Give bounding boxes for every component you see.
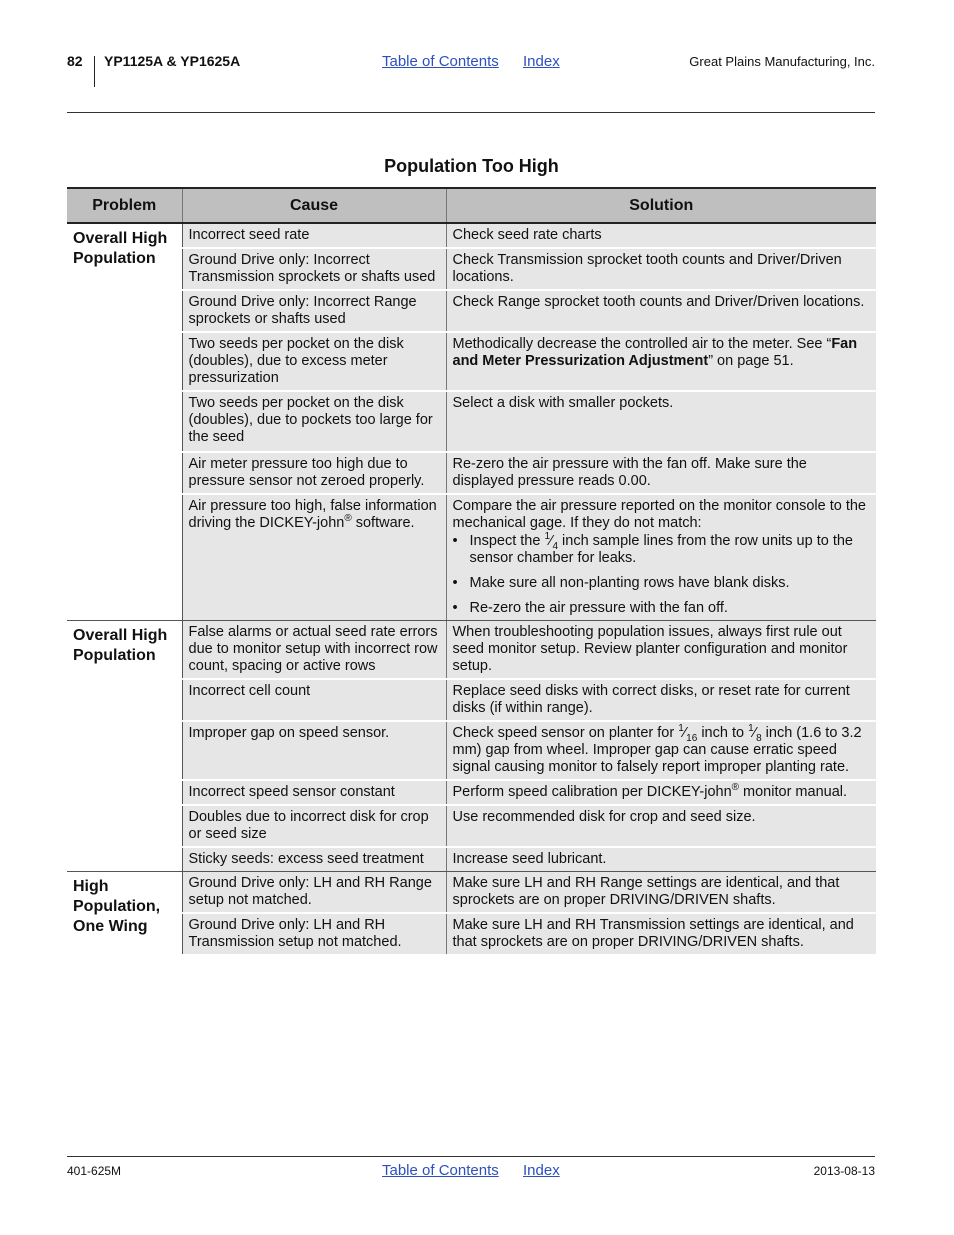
solution-cell [446, 494, 876, 621]
registered-mark: ® [731, 782, 740, 794]
table-row [67, 721, 876, 780]
registered-mark: ® [344, 513, 352, 525]
document-number: 401-625M [67, 1164, 122, 1178]
footer-index-link[interactable]: Index [523, 1162, 560, 1179]
solution-cell [446, 721, 876, 780]
index-link[interactable]: Index [523, 53, 560, 70]
section-title: Population Too High [384, 156, 559, 176]
table-row [67, 679, 876, 721]
solution-cell: When troubleshooting population issues, always first rule out seed monitor setup. Review planter configuration and monitor setup. [446, 621, 876, 680]
cause-text: software. [351, 515, 415, 531]
solution-text: Perform speed calibration per DICKEY-john [452, 784, 732, 800]
fraction-denominator: 8 [756, 732, 762, 744]
list-item: • Re-zero the air pressure with the fan off. [453, 600, 871, 617]
section-reference: Fan and Meter Pressurization Adjustment [452, 336, 858, 369]
solution-cell: Make sure LH and RH Transmission settings are identical, and that sprockets are on proper DRIVING/DRIVEN shafts. [446, 913, 876, 955]
cause-cell: Incorrect cell count [182, 679, 446, 721]
company-name: Great Plains Manufacturing, Inc. [689, 54, 875, 69]
table-row [67, 452, 876, 494]
bullet-text: inch sample lines from the row units up to the sensor chamber for leaks. [469, 533, 853, 566]
bullet-text: Inspect the [469, 533, 545, 549]
column-header-cause: Cause [182, 188, 446, 223]
column-header-problem: Problem [67, 188, 182, 223]
fraction-denominator: 16 [686, 732, 698, 744]
problem-cell: Overall High Population [67, 621, 182, 872]
fraction-numerator: 1 [544, 531, 551, 543]
fraction: $^1⁄_{16}$ [678, 723, 698, 744]
fraction: $^1⁄_4$ [544, 531, 559, 552]
header-rule [67, 112, 875, 113]
cause-cell: Improper gap on speed sensor. [182, 721, 446, 780]
solution-cell [446, 780, 876, 805]
bullet-list [453, 533, 871, 617]
cause-text: Air pressure too high, false information driving the DICKEY-john [188, 498, 437, 531]
cause-cell: Incorrect speed sensor constant [182, 780, 446, 805]
toc-link[interactable]: Table of Contents [382, 53, 499, 70]
fraction: $^1⁄_8$ [748, 723, 762, 744]
solution-text: monitor manual. [739, 784, 848, 800]
problem-cell: Overall High Population [67, 223, 182, 621]
solution-text: ” on page 51. [708, 353, 794, 369]
table-row [67, 494, 876, 621]
cause-cell [182, 494, 446, 621]
table-row [67, 248, 876, 290]
cause-cell: Ground Drive only: LH and RH Transmission setup not matched. [182, 913, 446, 955]
table-row [67, 223, 876, 248]
table-row [67, 290, 876, 332]
model-title: YP1125A & YP1625A [104, 53, 241, 69]
table-row [67, 391, 876, 452]
fraction-denominator: 4 [552, 540, 559, 552]
solution-cell: Use recommended disk for crop and seed size. [446, 805, 876, 847]
table-row [67, 913, 876, 955]
list-item [453, 533, 871, 567]
troubleshooting-table [67, 187, 876, 956]
cause-cell: Ground Drive only: LH and RH Range setup not matched. [182, 872, 446, 914]
cause-cell: Sticky seeds: excess seed treatment [182, 847, 446, 872]
footer-toc-link[interactable]: Table of Contents [382, 1162, 499, 1179]
page-header [0, 0, 954, 112]
table-row [67, 805, 876, 847]
table-row [67, 332, 876, 391]
list-item: • Make sure all non-planting rows have blank disks. [453, 575, 871, 592]
cause-cell: Doubles due to incorrect disk for crop or seed size [182, 805, 446, 847]
footer-rule [67, 1156, 875, 1157]
header-divider [94, 56, 95, 87]
solution-cell: Replace seed disks with correct disks, or reset rate for current disks (if within range). [446, 679, 876, 721]
page-number: 82 [67, 53, 83, 69]
solution-cell: Check Range sprocket tooth counts and Driver/Driven locations. [446, 290, 876, 332]
solution-cell: Re-zero the air pressure with the fan off. Make sure the displayed pressure reads 0.00. [446, 452, 876, 494]
fraction-numerator: 1 [748, 723, 754, 735]
solution-cell: Make sure LH and RH Range settings are identical, and that sprockets are on proper DRIVING/DRIVEN shafts. [446, 872, 876, 914]
solution-cell: Select a disk with smaller pockets. [446, 391, 876, 452]
solution-text: inch (1.6 to 3.2 mm) gap from wheel. Improper gap can cause erratic speed signal causing monitor to falsely report improper planting rate. [452, 725, 862, 775]
solution-cell [446, 332, 876, 391]
solution-text: Methodically decrease the controlled air to the meter. See “ [452, 336, 832, 352]
document-date: 2013-08-13 [813, 1164, 875, 1178]
cause-cell: Ground Drive only: Incorrect Range sprockets or shafts used [182, 290, 446, 332]
cause-cell: Two seeds per pocket on the disk (doubles), due to excess meter pressurization [182, 332, 446, 391]
table-row [67, 847, 876, 872]
solution-cell: Increase seed lubricant. [446, 847, 876, 872]
solution-text: inch to [697, 725, 749, 741]
solution-text: Check speed sensor on planter for [452, 725, 679, 741]
cause-cell: False alarms or actual seed rate errors due to monitor setup with incorrect row count, spacing or active rows [182, 621, 446, 680]
solution-cell: Check seed rate charts [446, 223, 876, 248]
table-row [67, 780, 876, 805]
problem-cell: High Population, One Wing [67, 872, 182, 956]
table-header-row [67, 188, 876, 223]
cause-cell: Two seeds per pocket on the disk (doubles), due to pockets too large for the seed [182, 391, 446, 452]
table-row [67, 872, 876, 914]
cause-cell: Ground Drive only: Incorrect Transmission sprockets or shafts used [182, 248, 446, 290]
solution-text: Compare the air pressure reported on the monitor console to the mechanical gage. If they do not match: [452, 498, 866, 531]
column-header-solution: Solution [446, 188, 876, 223]
table-row [67, 621, 876, 680]
cause-cell: Air meter pressure too high due to pressure sensor not zeroed properly. [182, 452, 446, 494]
fraction-numerator: 1 [678, 723, 684, 735]
solution-cell: Check Transmission sprocket tooth counts and Driver/Driven locations. [446, 248, 876, 290]
cause-cell: Incorrect seed rate [182, 223, 446, 248]
